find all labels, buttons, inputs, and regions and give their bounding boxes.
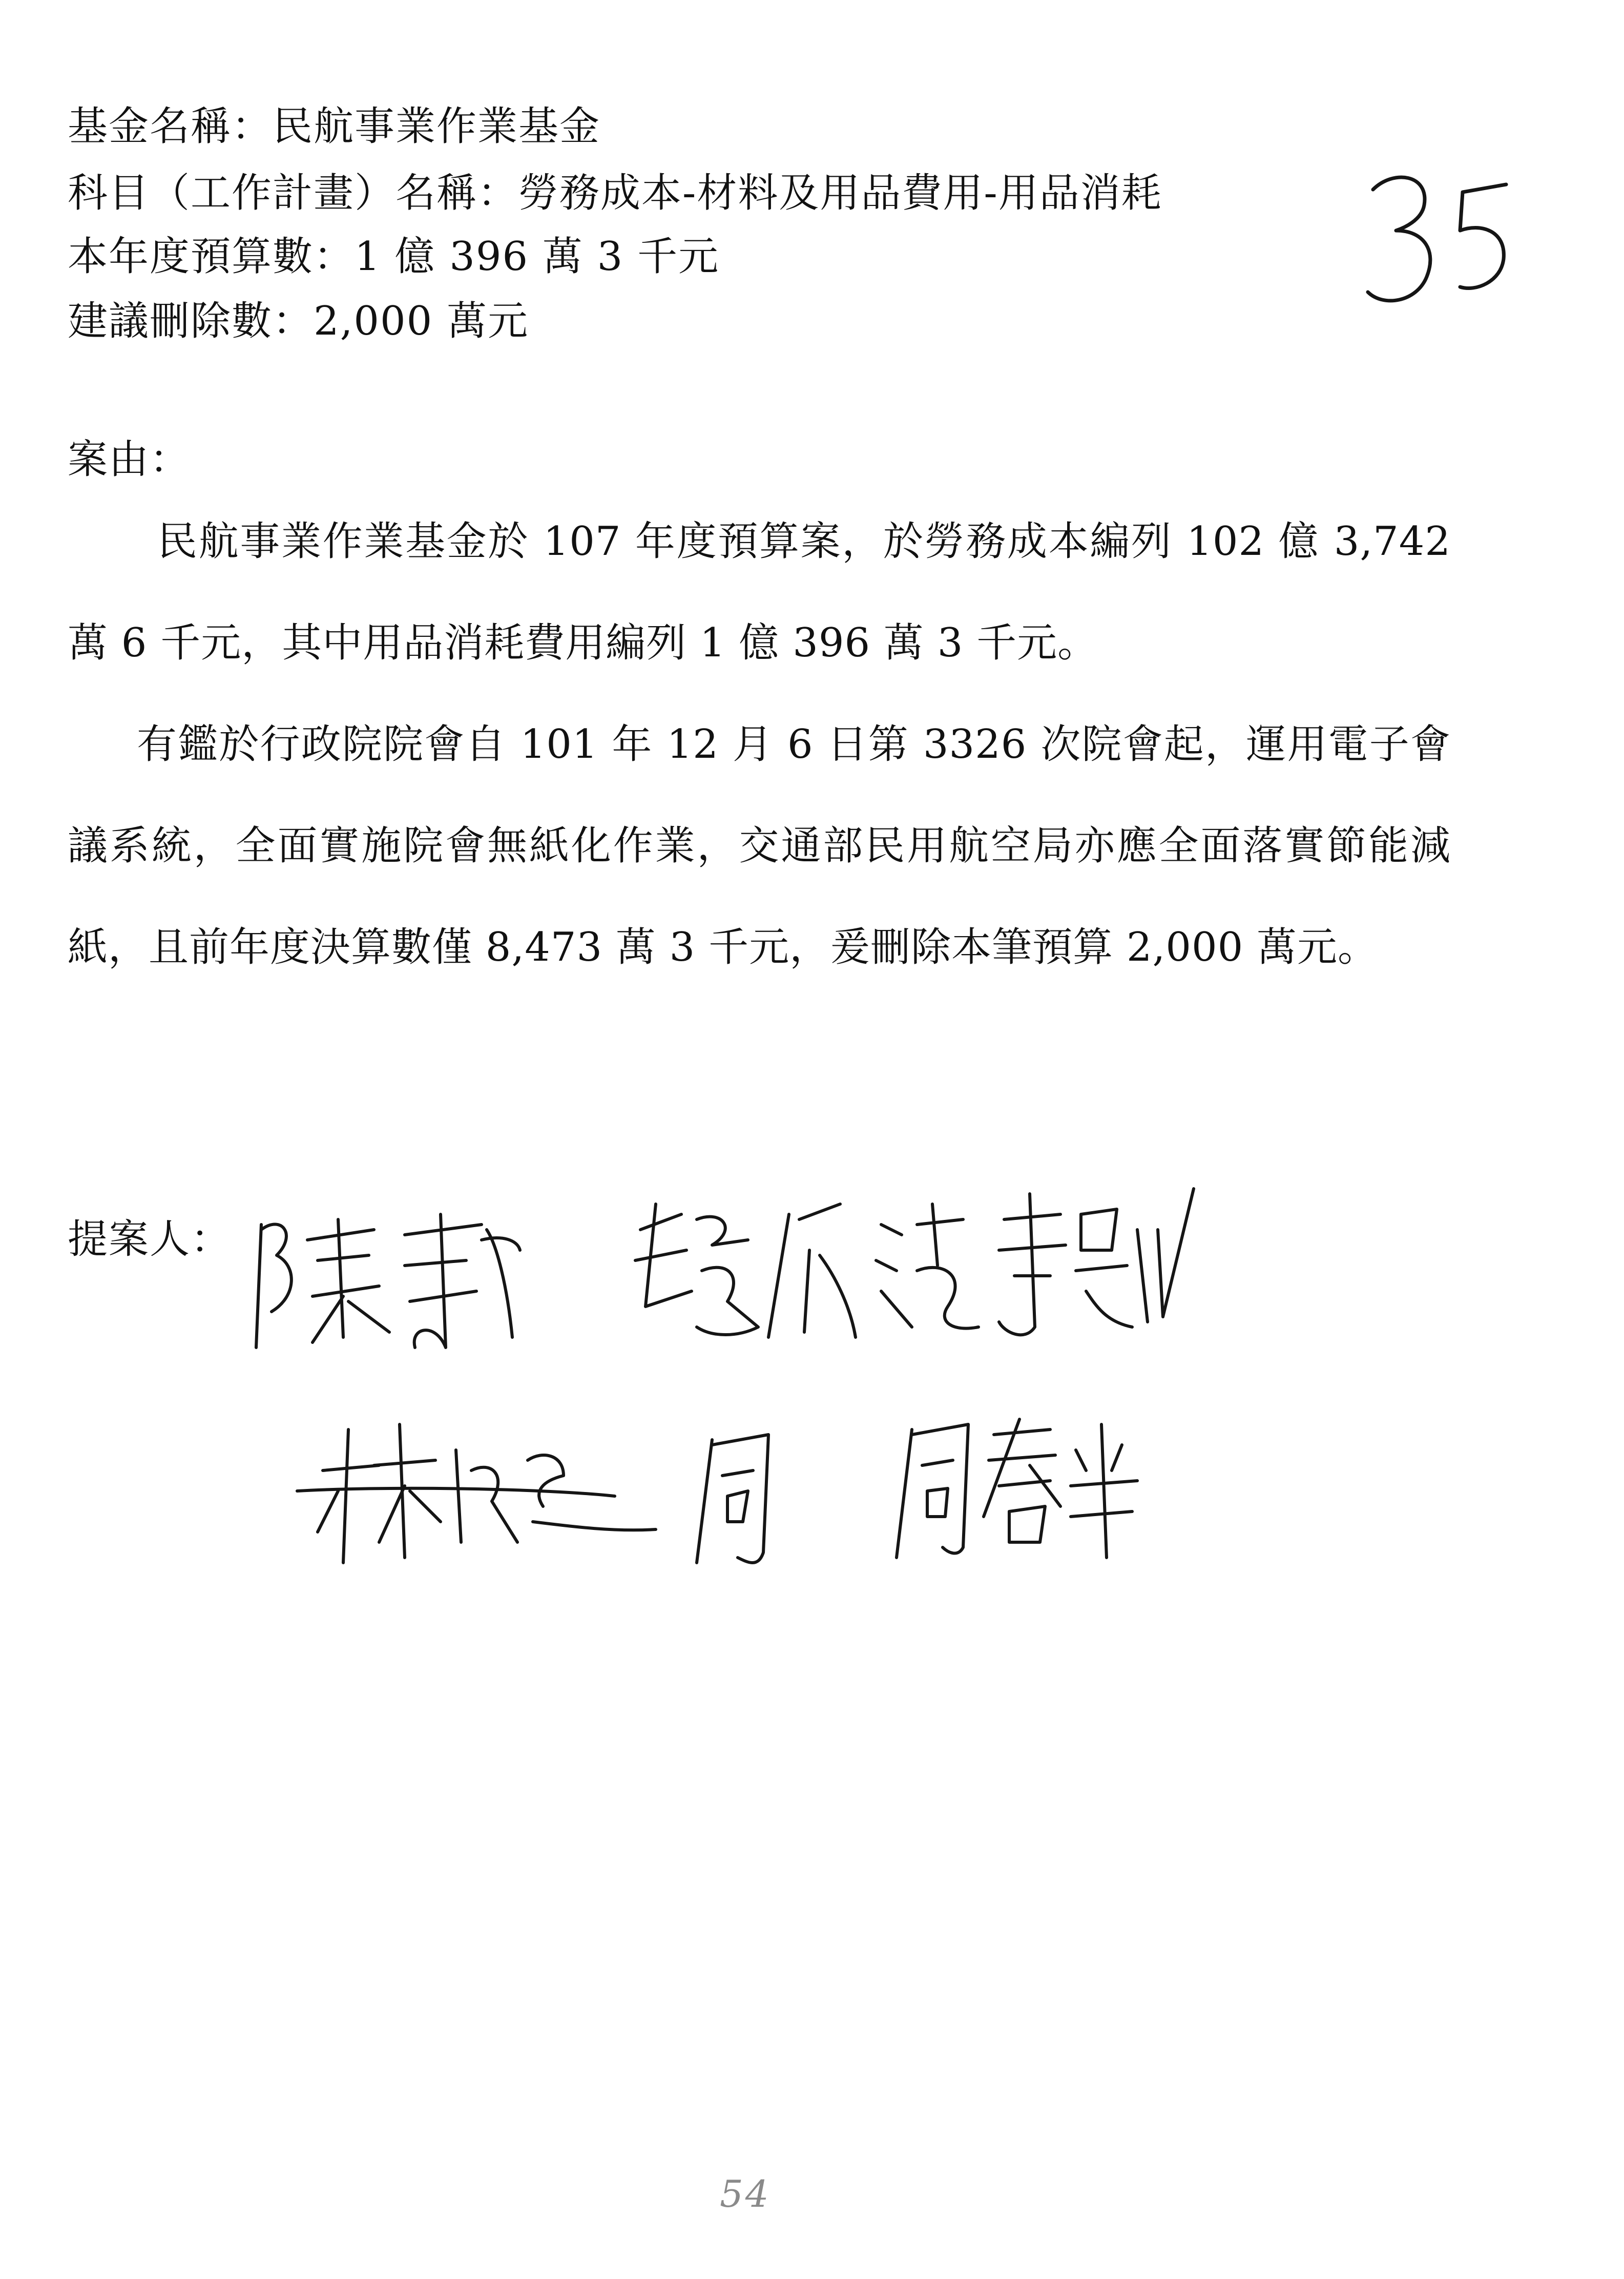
- fund-name-line: 基金名稱：民航事業作業基金: [68, 103, 601, 150]
- signature-2: [625, 1173, 1260, 1363]
- proposed-cut-line: 建議刪除數：2,000 萬元: [68, 298, 529, 344]
- page-number: 54: [720, 2172, 771, 2215]
- case-paragraph-1: 民航事業作業基金於 107 年度預算案，於勞務成本編列 102 億 3,742 萬 6 千元，其中用品消耗費用編列 1 億 396 萬 3 千元。: [68, 519, 1451, 666]
- budget-amount-line: 本年度預算數：1 億 396 萬 3 千元: [68, 234, 720, 280]
- proposer-label: 提案人：: [68, 1216, 232, 1262]
- case-paragraph-2: 有鑑於行政院院會自 101 年 12 月 6 日第 3326 次院會起，運用電子會議系統，全面實施院會無紙化作業，交通部民用航空局亦應全面落實節能減紙，且前年度決算數僅 8,473 萬 3 千元，爰刪除本筆預算 2,000 萬元。: [68, 721, 1451, 970]
- signature-1: [241, 1194, 528, 1363]
- item-name-line: 科目（工作計畫）名稱：勞務成本-材料及用品費用-用品消耗: [68, 170, 1162, 216]
- signature-3: [287, 1389, 825, 1583]
- signature-4: [881, 1394, 1148, 1568]
- handwritten-number-35: [1352, 154, 1527, 318]
- case-label: 案由：: [68, 437, 191, 483]
